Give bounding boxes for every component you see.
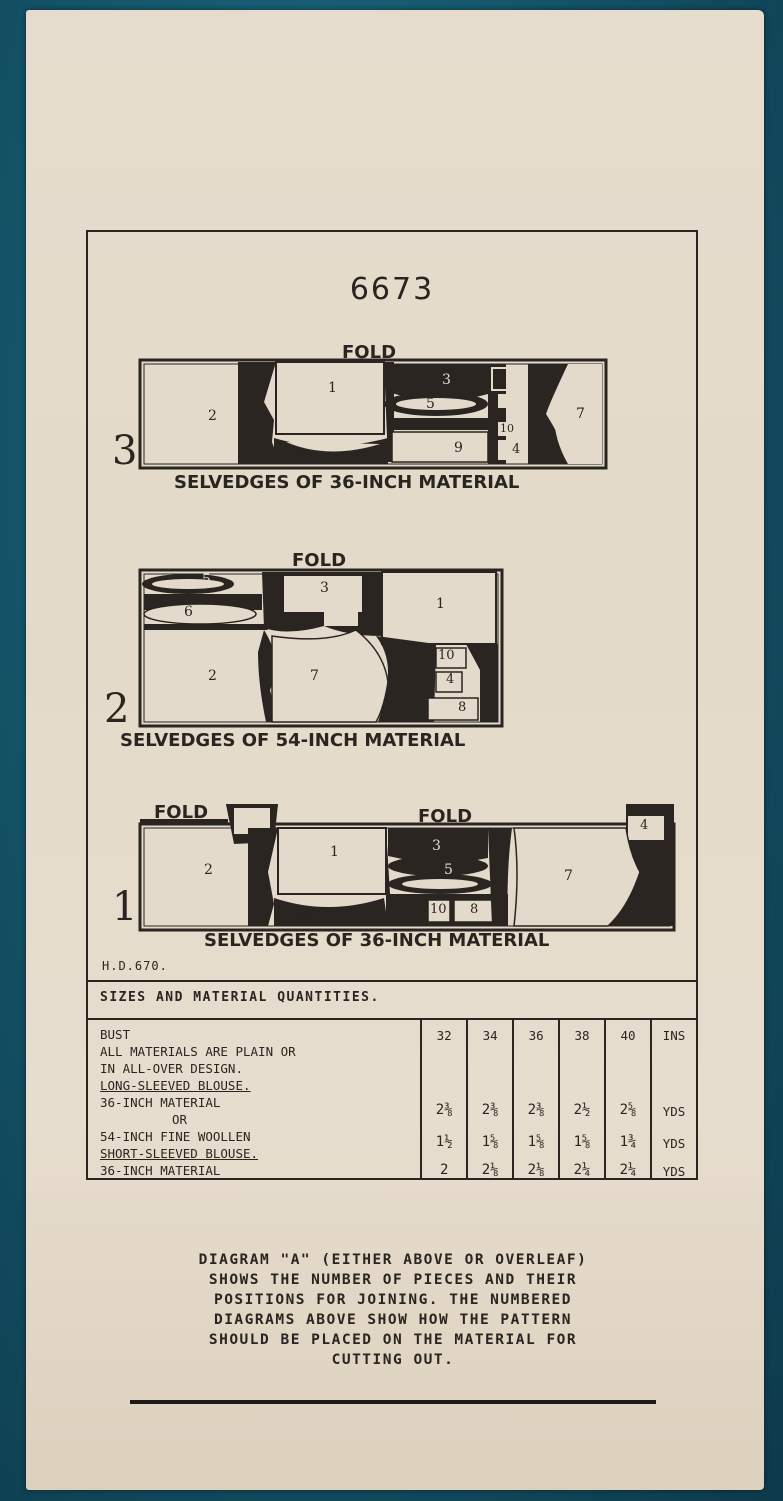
piece-label: 5 [426,396,435,412]
size-column [513,1020,559,1179]
quantity-cell: 2⅝ [619,1102,637,1118]
quantity-cell: 1½ [435,1134,453,1150]
piece-label: 2 [208,408,217,424]
cutting-diagrams [88,232,696,952]
unit-cell: YDS [662,1136,686,1151]
size-header: 34 [482,1028,498,1043]
piece-label: 8 [458,700,467,715]
footer-line: DIAGRAMS ABOVE SHOW HOW THE PATTERN [213,1312,573,1328]
piece-label: 1 [330,844,339,860]
piece-label: 9 [454,440,463,456]
quantity-cell: 2⅜ [527,1102,545,1118]
size-column [605,1020,651,1179]
unit-column [651,1020,696,1179]
size-column [421,1020,467,1179]
piece-label: 8 [470,902,479,917]
size-header: 32 [436,1028,452,1043]
footer-line: SHOWS THE NUMBER OF PIECES AND THEIR [208,1272,578,1288]
quantity-cell: 2 [439,1162,449,1178]
piece-label: 1 [436,596,445,612]
description-column [88,1020,421,1179]
quantity-cell: 2⅛ [527,1162,545,1178]
size-header: 40 [620,1028,636,1043]
layout-panel [86,230,698,1180]
quantity-cell: 1⅝ [527,1134,545,1150]
diagram-1-selvedge-label: SELVEDGES OF 36-INCH MATERIAL [204,930,550,951]
desc-line: 54-INCH FINE WOOLLEN [100,1129,251,1144]
piece-label: 5 [202,572,211,588]
footer-line: SHOULD BE PLACED ON THE MATERIAL FOR [208,1332,578,1348]
desc-line: 36-INCH MATERIAL [100,1163,221,1178]
quantity-cell: 2⅜ [481,1102,499,1118]
footer-line: DIAGRAM "A" (EITHER ABOVE OR OVERLEAF) [198,1252,588,1268]
quantity-cell: 2⅜ [435,1102,453,1118]
piece-label: 4 [512,442,521,457]
diagram-2-number: 2 [104,686,130,732]
desc-line: 36-INCH MATERIAL [100,1095,221,1110]
piece-label: 6 [184,604,193,620]
footer-line: POSITIONS FOR JOINING. THE NUMBERED [213,1292,573,1308]
pattern-number: 6673 [349,272,435,307]
quantity-cell: 1⅝ [573,1134,591,1150]
diagram-2-selvedge-label: SELVEDGES OF 54-INCH MATERIAL [120,730,466,751]
size-header: 36 [528,1028,544,1043]
piece-label: 2 [208,668,217,684]
piece-label: 10 [438,648,455,663]
piece-label: 10 [500,422,514,435]
quantity-cell: 2¼ [619,1162,637,1178]
piece-label: 4 [640,818,649,833]
piece-label: 5 [444,862,453,878]
quantity-cell: 2¼ [573,1162,591,1178]
diagram-3-selvedge-label: SELVEDGES OF 36-INCH MATERIAL [174,472,520,493]
piece-label: 1 [328,380,337,396]
size-header: 38 [574,1028,590,1043]
piece-label: 7 [310,668,319,684]
diagram-3-number: 3 [112,428,138,474]
piece-label: 10 [430,902,447,917]
diagram-1-fold-mid-label: FOLD [418,806,473,827]
desc-line-heading: SHORT-SLEEVED BLOUSE. [100,1146,259,1161]
size-column [467,1020,513,1179]
desc-line-heading: LONG-SLEEVED BLOUSE. [100,1078,251,1093]
size-column [559,1020,605,1179]
sizes-heading: SIZES AND MATERIAL QUANTITIES. [88,980,696,1020]
diagram-1-number: 1 [112,884,138,930]
unit-header: INS [662,1028,686,1043]
piece-label: 7 [564,868,573,884]
piece-label: 6 [296,446,305,462]
piece-label: 6 [300,906,309,922]
quantity-cell: 1¾ [619,1134,637,1150]
desc-line: OR [172,1112,188,1127]
quantity-cell: 1⅝ [481,1134,499,1150]
desc-line: BUST [100,1027,131,1042]
quantity-cell: 2½ [573,1102,591,1118]
footer-line: CUTTING OUT. [331,1352,455,1368]
piece-label: 2 [204,862,213,878]
instructions-footer [130,1250,656,1370]
pattern-code: H.D.670. [102,959,168,973]
quantity-cell: 2⅛ [481,1162,499,1178]
diagram-1-fold-left-label: FOLD [154,802,209,823]
piece-label: 4 [446,672,455,687]
diagram-1 [140,804,674,930]
unit-cell: YDS [662,1164,686,1179]
desc-line: ALL MATERIALS ARE PLAIN OR [100,1044,296,1059]
piece-label: 3 [442,372,451,388]
footer-rule [130,1400,656,1404]
unit-cell: YDS [662,1104,686,1119]
piece-label: 3 [432,838,441,854]
diagram-3-fold-label: FOLD [342,342,397,363]
quantities-table [88,1020,696,1179]
diagram-2-fold-label: FOLD [292,550,347,571]
piece-label: 7 [576,406,585,422]
piece-label: 3 [320,580,329,596]
desc-line: IN ALL-OVER DESIGN. [100,1061,243,1076]
